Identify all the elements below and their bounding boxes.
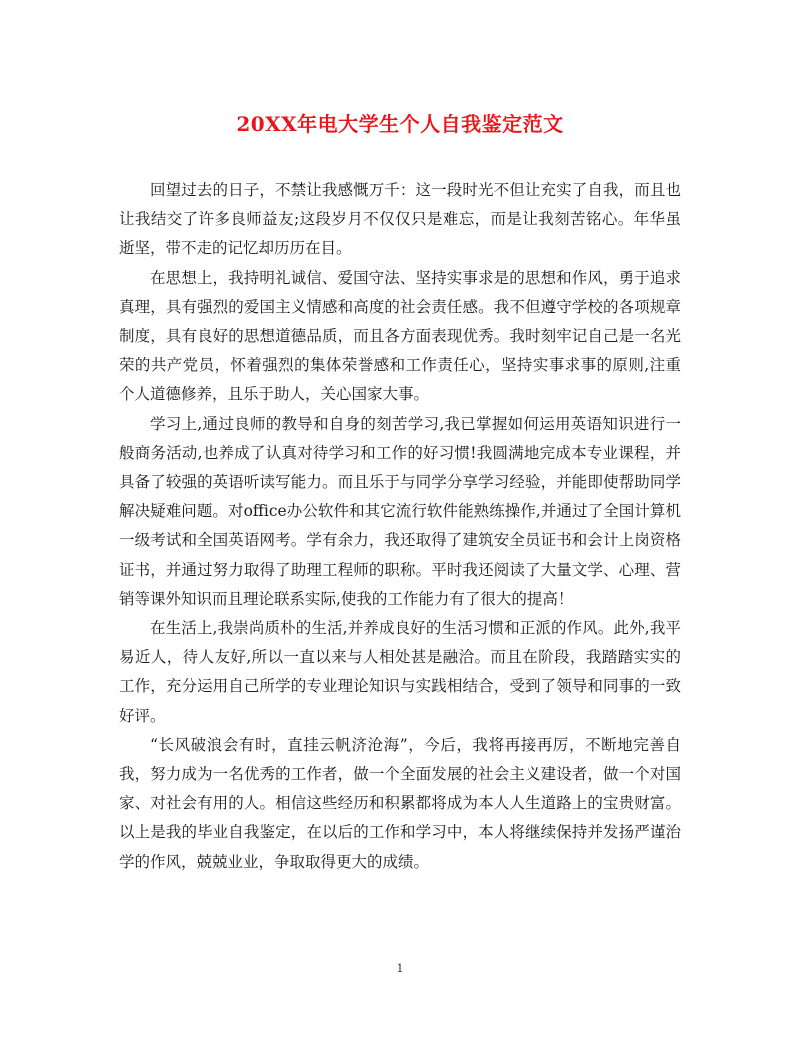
paragraph-ideology: 在思想上，我持明礼诚信、爱国守法、坚持实事求是的思想和作风，勇于追求真理，具有强烈的爱国主义情感和高度的社会责任感。我不但遵守学校的各项规章制度，具有良好的思想道德品质，而且各方面表现优秀。我时刻牢记自己是一名光荣的共产党员，怀着强烈的集体荣誉感和工作责任心，坚持实事求事的原则,注重个人道德修养，且乐于助人，关心国家大事。 xyxy=(119,268,681,404)
paragraph-study: 学习上,通过良师的教导和自身的刻苦学习,我已掌握如何运用英语知识进行一般商务活动,也养成了认真对待学习和工作的好习惯!我圆满地完成本专业课程，并具备了较强的英语听读写能力。而且乐于与同学分享学习经验，并能即使帮助同学解决疑难问题。对office办公软件和其它流行软件能熟练操作,并通过了全国计算机一级考试和全国英语网考。学有余力，我还取得了建筑安全员证书和会计上岗资格证书，并通过努力取得了助理工程师的职称。平时我还阅读了大量文学、心理、营销等课外知识而且理论联系实际,使我的工作能力有了很大的提高！ xyxy=(119,414,681,608)
document-title: 20XX年电大学生个人自我鉴定范文 xyxy=(236,112,564,136)
document-body xyxy=(119,176,681,877)
page-number: 1 xyxy=(396,962,404,975)
paragraph-conclusion: “长风破浪会有时，直挂云帆济沧海”，今后，我将再接再厉，不断地完善自我，努力成为一名优秀的工作者，做一个全面发展的社会主义建设者，做一个对国家、对社会有用的人。相信这些经历和积累都将成为本人人生道路上的宝贵财富。以上是我的毕业自我鉴定，在以后的工作和学习中，本人将继续保持并发扬严谨治学的作风，兢兢业业，争取取得更大的成绩。 xyxy=(119,735,681,871)
paragraph-life: 在生活上,我崇尚质朴的生活,并养成良好的生活习惯和正派的作风。此外,我平易近人，待人友好,所以一直以来与人相处甚是融洽。而且在阶段，我踏踏实实的工作，充分运用自己所学的专业理论知识与实践相结合，受到了领导和同事的一致好评。 xyxy=(119,619,681,725)
paragraph-intro: 回望过去的日子，不禁让我感慨万千：这一段时光不但让充实了自我，而且也让我结交了许多良师益友;这段岁月不仅仅只是难忘，而是让我刻苦铭心。年华虽逝坚，带不走的记忆却历历在目。 xyxy=(119,181,681,258)
